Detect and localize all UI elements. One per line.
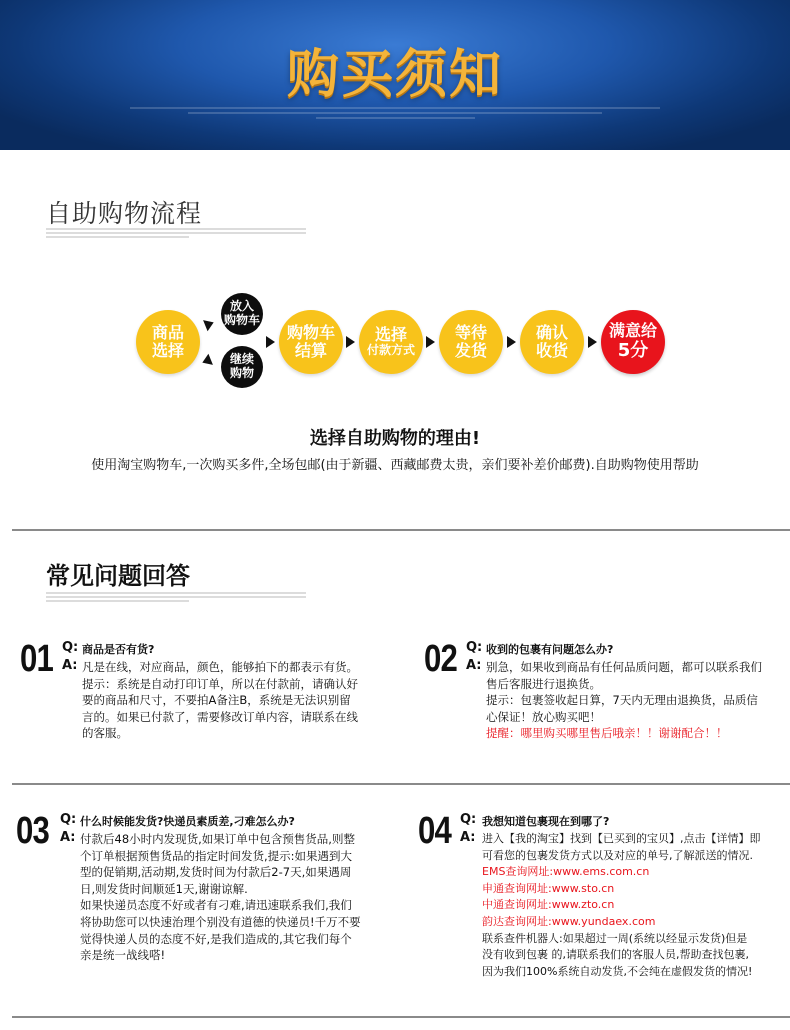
faq-item-01: [20, 638, 390, 748]
faq-item-02: [424, 638, 790, 748]
section-divider: [12, 529, 790, 531]
banner-decorative-lines: [130, 104, 660, 124]
flow-arrow-5: [588, 336, 597, 348]
flow-step-wait-shipping: 等待 发货: [439, 310, 503, 374]
self-service-decorative-lines: [46, 226, 306, 242]
answer-marker: A:: [62, 658, 78, 673]
answer-marker: A:: [460, 830, 476, 845]
faq-item-04: [418, 810, 790, 980]
flow-arrow-4: [507, 336, 516, 348]
yunda-tracking-link[interactable]: 韵达查询网址:www.yundaex.com: [482, 914, 656, 928]
question-marker: Q:: [460, 812, 477, 827]
ems-tracking-link[interactable]: EMS查询网址:www.ems.com.cn: [482, 865, 650, 879]
flow-arrow-2: [346, 336, 355, 348]
section-divider: [12, 783, 790, 785]
faq-item-03: [16, 810, 390, 963]
faq-title: 常见问题回答: [46, 562, 190, 590]
flow-arrow-3: [426, 336, 435, 348]
faq-question: 什么时候能发货?快递员素质差,刁难怎么办?: [80, 815, 295, 828]
flow-arrow-to-cart: [203, 317, 216, 331]
faq-reminder: 提醒：哪里购买哪里售后哦亲！！谢谢配合！！: [486, 726, 728, 741]
flow-step-confirm-receipt: 确认 收货: [520, 310, 584, 374]
faq-number: 04: [418, 810, 452, 852]
faq-answer: 凡是在线，对应商品，颜色，能够拍下的都表示有货。 提示：系统是自动打印订单，所以在付款前，请确认好 要的商品和尺寸，不要拍A备注B，系统是无法识别留 言的。如果已付款了，需要修改订单内容，请联系在线 的客服。: [82, 660, 358, 741]
header-banner: [0, 0, 790, 150]
flow-step-checkout: 购物车 结算: [279, 310, 343, 374]
faq-number: 02: [424, 638, 458, 680]
answer-marker: A:: [60, 830, 76, 845]
sto-tracking-link[interactable]: 申通查询网址:www.sto.cn: [482, 881, 615, 895]
section-divider: [12, 1016, 790, 1018]
reason-title: 选择自助购物的理由!: [309, 428, 481, 449]
question-marker: Q:: [466, 640, 483, 655]
faq-question: 商品是否有货?: [82, 643, 155, 656]
flow-arrow-1: [266, 336, 275, 348]
faq-question: 我想知道包裹现在到哪了?: [482, 815, 610, 828]
flow-step-continue-shopping: 继续 购物: [221, 346, 263, 388]
faq-number: 03: [16, 810, 50, 852]
zto-tracking-link[interactable]: 中通查询网址:www.zto.cn: [482, 898, 615, 912]
flow-step-rate-5-stars: 满意给 5分: [601, 310, 665, 374]
self-service-title: 自助购物流程: [46, 199, 203, 228]
faq-answer: 进入【我的淘宝】找到【已买到的宝贝】,点击【详情】即 可看您的包裹发货方式以及对应的单号,了解派送的情况. EMS查询网址:www.ems.com.cn 申通查询网址:www.sto.cn 中通查询网址:www.zto.cn 韵达查询网址:www.yundaex.com 联系查件机器人:如果超过一周(系统以经显示发货)但是 没有收到包裹 的,请联系我们的客服人员,帮助查找包裹, 因为我们100%系统自动发货,不会纯在虚假发货的情况!: [482, 831, 790, 980]
reason-text: 使用淘宝购物车,一次购买多件,全场包邮(由于新疆、西藏邮费太贵，亲们要补差价邮费).自助购物使用帮助: [91, 458, 699, 473]
faq-number: 01: [20, 638, 54, 680]
faq-decorative-lines: [46, 590, 306, 606]
faq-answer: 付款后48小时内发现货,如果订单中包含预售货品,则整 个订单根据预售货品的指定时间发货,提示:如果遇到大 型的促销期,活动期,发货时间为付款后2-7天,如果遇周 日,则发货时间顺延1天,谢谢谅解. 如果快递员态度不好或者有刁难,请迅速联系我们,我们 将协助您可以快速治理个别没有道德的快递员!千万不要 觉得快递人员的态度不好,是我们造成的,其它我们每个 亲是统一战线嗒!: [80, 832, 361, 963]
flow-step-product-select: 商品 选择: [136, 310, 200, 374]
question-marker: Q:: [60, 812, 77, 827]
banner-title: 购买须知: [286, 45, 503, 105]
flow-arrow-back: [200, 354, 213, 368]
answer-marker: A:: [466, 658, 482, 673]
flow-step-add-cart: 放入 购物车: [221, 293, 263, 335]
faq-answer: 别急，如果收到商品有任何品质问题，都可以联系我们 售后客服进行退换货。 提示：包裹签收起日算，7天内无理由退换货，品质信 心保证！放心购买吧！ 提醒：哪里购买哪里售后哦亲！！谢谢配合！！: [486, 659, 790, 742]
faq-question: 收到的包裹有问题怎么办?: [486, 643, 614, 656]
question-marker: Q:: [62, 640, 79, 655]
flow-step-payment: 选择 付款方式: [359, 310, 423, 374]
